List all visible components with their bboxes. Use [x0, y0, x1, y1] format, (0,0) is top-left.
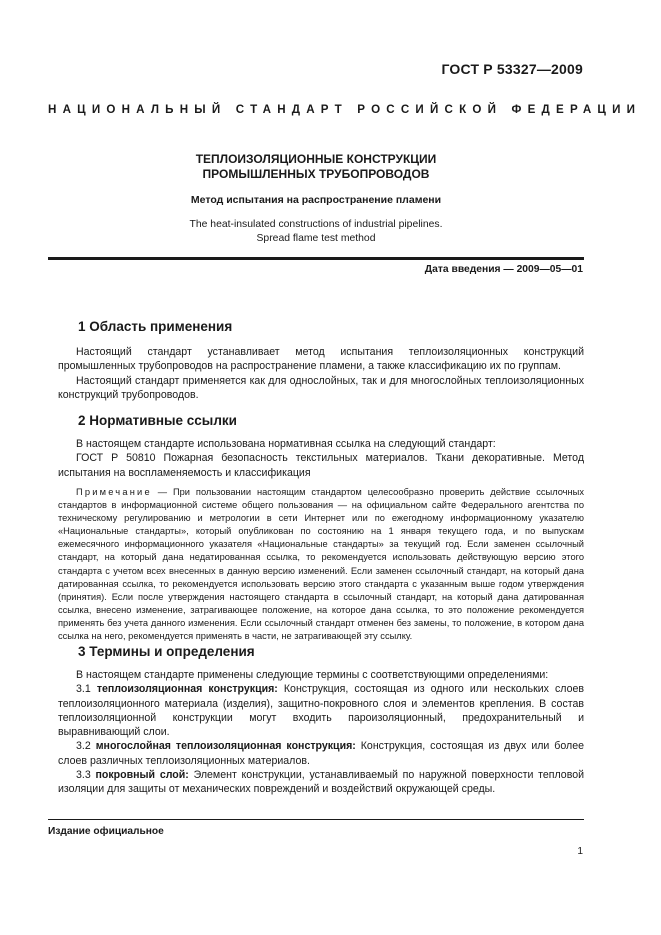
- national-standard-banner: НАЦИОНАЛЬНЫЙ СТАНДАРТ РОССИЙСКОЙ ФЕДЕРАЦИИ: [48, 103, 642, 116]
- note-text: — При пользовании настоящим стандартом целесообразно проверить действие ссылочных стандартов в информационной системе общего пользования — на официальном сайте Федерального агентства по техническому регулированию и метрологии в сети Интернет или по ежегодному информационному указателю «Национальные стандарты», который опубликован по состоянию на 1 января текущего года, и по выпускам ежемесячного информационного указателя «Национальные стандарты» за текущий год. Если заменен ссылочный стандарт, на который дана недатированная ссылка, то рекомендуется использовать действующую версию этого стандарта с учетом всех внесенных в данную версию изменений. Если заменен ссылочный стандарт, на который дана датированная ссылка, то рекомендуется использовать версию этого стандарта с указанным выше годом утверждения (принятия). Если после утверждения настоящего стандарта в ссылочный стандарт, на который дана датированная ссылка, внесено изменение, затрагивающее положение, на которое дана ссылка, то это положение рекомендуется применять без учета данного изменения. Если ссылочный стандарт отменен без замены, то положение, в котором дана ссылка на него, рекомендуется применять в части, не затрагивающей эту ссылку.: [58, 487, 584, 642]
- standard-code: ГОСТ Р 53327—2009: [441, 61, 583, 77]
- title-divider: [48, 257, 584, 260]
- official-edition-label: Издание официальное: [48, 826, 164, 837]
- term-3-3-name: покровный слой:: [95, 769, 189, 782]
- document-title: [48, 152, 584, 182]
- english-title: [48, 218, 584, 246]
- section-2-body: [58, 437, 584, 480]
- section-2-reference: ГОСТ Р 50810 Пожарная безопасность текстильных материалов. Ткани декоративные. Метод испытания на воспламеняемость и классификация: [58, 452, 584, 479]
- section-1-paragraph-1: Настоящий стандарт устанавливает метод испытания теплоизоляционных конструкций промышленных трубопроводов на распространение пламени, а также классификацию их по группам.: [58, 346, 584, 373]
- term-3-2-name: многослойная теплоизоляционная конструкция:: [95, 740, 356, 753]
- section-1-paragraph-2: Настоящий стандарт применяется как для однослойных, так и для многослойных теплоизоляционных конструкций трубопроводов.: [58, 374, 584, 401]
- note-label: Примечание: [76, 487, 152, 497]
- term-3-1-name: теплоизоляционная конструкция:: [96, 683, 278, 696]
- term-3-2-number: 3.2: [76, 740, 96, 753]
- section-2-paragraph-1: В настоящем стандарте использована нормативная ссылка на следующий стандарт:: [76, 438, 496, 450]
- title-line-1: ТЕПЛОИЗОЛЯЦИОННЫЕ КОНСТРУКЦИИ: [195, 152, 437, 166]
- term-3-2: [58, 739, 584, 768]
- english-title-line-2: Spread flame test method: [256, 233, 376, 244]
- section-3-heading: 3 Термины и определения: [78, 644, 255, 659]
- term-3-3-definition: Элемент конструкции, устанавливаемый по наружной поверхности тепловой изоляции для защиты от механических повреждений и воздействий окружающей среды.: [58, 769, 585, 796]
- page-number: 1: [577, 846, 583, 857]
- section-2-heading: 2 Нормативные ссылки: [78, 413, 237, 428]
- section-3-body: [58, 668, 584, 797]
- introduction-date: Дата введения — 2009—05—01: [424, 264, 583, 275]
- term-3-3: [58, 768, 584, 797]
- title-line-2: ПРОМЫШЛЕННЫХ ТРУБОПРОВОДОВ: [202, 167, 430, 181]
- english-title-line-1: The heat-insulated constructions of industrial pipelines.: [189, 219, 443, 230]
- term-3-1-number: 3.1: [76, 683, 97, 696]
- footer-divider: [48, 819, 584, 820]
- term-3-3-number: 3.3: [76, 769, 96, 782]
- section-1-body: [58, 345, 584, 402]
- term-3-1-definition: Конструкция, состоящая из одного или нескольких слоев теплоизоляционного материала (изделия), защитно-покровного слоя и элементов крепления. В состав теплоизоляционной конструкции могут входить пароизоляционный, предохранительный и выравнивающий слои.: [58, 683, 584, 739]
- term-3-2-definition: Конструкция, состоящая из двух или более слоев различных теплоизоляционных материалов.: [58, 740, 584, 767]
- section-3-intro: В настоящем стандарте применены следующие термины с соответствующими определениями:: [76, 669, 549, 681]
- term-3-1: [58, 682, 584, 739]
- section-1-heading: 1 Область применения: [78, 319, 233, 334]
- document-subtitle: Метод испытания на распространение пламени: [190, 194, 442, 206]
- section-2-note: [58, 486, 584, 643]
